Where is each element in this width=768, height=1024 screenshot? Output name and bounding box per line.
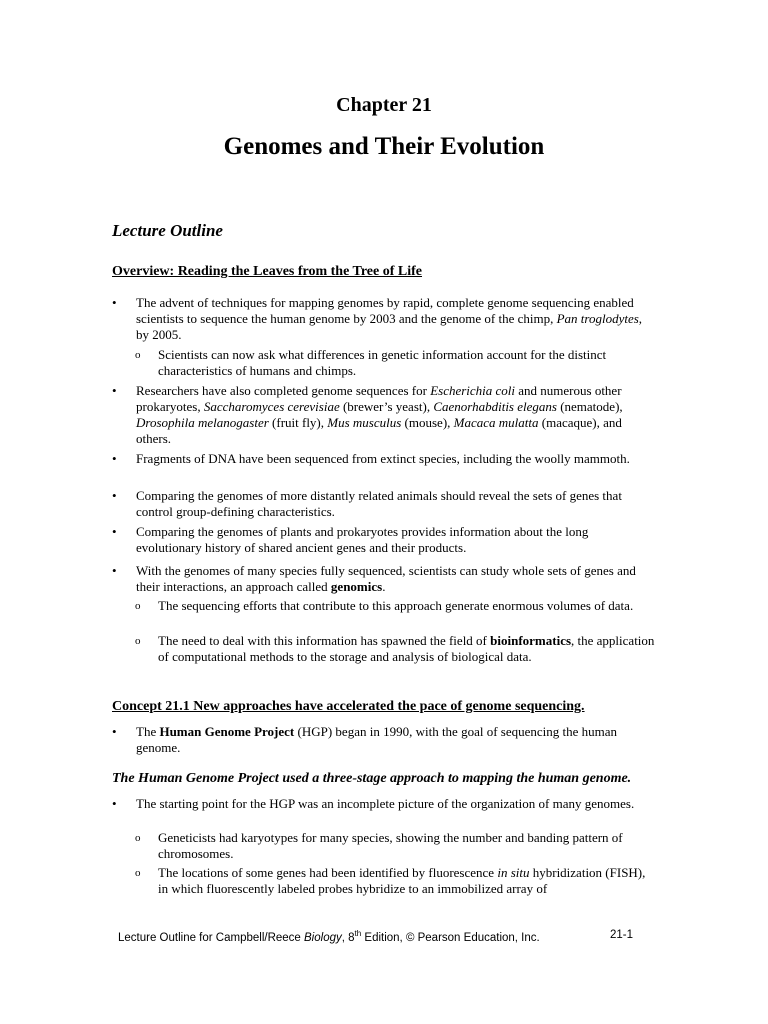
bullet-icon: • bbox=[112, 524, 117, 539]
list-item: • The starting point for the HGP was an incomplete picture of the organization of many genomes. bbox=[112, 796, 635, 811]
list-item: o Geneticists had karyotypes for many species, showing the number and banding pattern of chromosomes. bbox=[135, 830, 623, 861]
page-number: 21-1 bbox=[610, 929, 634, 941]
bullet-icon: • bbox=[112, 383, 117, 398]
list-item: o The sequencing efforts that contribute to this approach generate enormous volumes of data. bbox=[135, 598, 634, 613]
list-item: o The locations of some genes had been identified by fluorescence in situ hybridization (FISH), in which fluorescently labeled probes hybridize to an immobilized array of bbox=[135, 865, 646, 896]
sub-bullet-icon: o bbox=[135, 832, 141, 844]
list-item: • The advent of techniques for mapping genomes by rapid, complete genome sequencing enabled scientists to sequence the human genome by 2003 and the genome of the chimp, Pan troglodytes, by 2005. bbox=[112, 295, 643, 342]
bullet-icon: • bbox=[112, 451, 117, 466]
chapter-title: Genomes and Their Evolution bbox=[223, 133, 545, 160]
sub-bullet-icon: o bbox=[135, 349, 141, 361]
list-item: • With the genomes of many species fully sequenced, scientists can study whole sets of genes and their interactions, an approach called genomics. bbox=[112, 563, 636, 594]
concept-subheading: The Human Genome Project used a three-stage approach to mapping the human genome. bbox=[112, 771, 632, 786]
bullet-icon: • bbox=[112, 724, 117, 739]
list-item: • Fragments of DNA have been sequenced from extinct species, including the woolly mammoth. bbox=[112, 451, 630, 466]
bullet-icon: • bbox=[112, 295, 117, 310]
bullet-icon: • bbox=[112, 796, 117, 811]
page-footer: Lecture Outline for Campbell/Reece Biology, 8th Edition, © Pearson Education, Inc. bbox=[118, 929, 540, 944]
list-item: o The need to deal with this information has spawned the field of bioinformatics, the application of computational methods to the storage and analysis of biological data. bbox=[135, 633, 655, 664]
list-item: • Comparing the genomes of more distantly related animals should reveal the sets of genes that control group-defining characteristics. bbox=[112, 488, 622, 519]
list-item: • The Human Genome Project (HGP) began in 1990, with the goal of sequencing the human genome. bbox=[112, 724, 618, 755]
sub-bullet-icon: o bbox=[135, 600, 141, 612]
bullet-icon: • bbox=[112, 563, 117, 578]
lecture-outline-heading: Lecture Outline bbox=[112, 221, 223, 240]
list-item: • Comparing the genomes of plants and prokaryotes provides information about the long evolutionary history of shared ancient genes and their products. bbox=[112, 524, 589, 555]
sub-bullet-icon: o bbox=[135, 867, 141, 879]
sub-bullet-icon: o bbox=[135, 635, 141, 647]
list-item: o Scientists can now ask what differences in genetic information account for the distinct characteristics of humans and chimps. bbox=[135, 347, 607, 378]
bullet-icon: • bbox=[112, 488, 117, 503]
overview-heading: Overview: Reading the Leaves from the Tree of Life bbox=[112, 264, 423, 279]
chapter-number: Chapter 21 bbox=[336, 94, 432, 116]
concept-heading: Concept 21.1 New approaches have accelerated the pace of genome sequencing. bbox=[112, 699, 585, 714]
list-item: • Researchers have also completed genome sequences for Escherichia coli and numerous other prokaryotes, Saccharomyces cerevisiae (brewer’s yeast), Caenorhabditis elegans (nematode), Drosophila melanogaster (fruit fly), Mus musculus (mouse), Macaca mulatta (macaque), and others. bbox=[112, 383, 623, 446]
